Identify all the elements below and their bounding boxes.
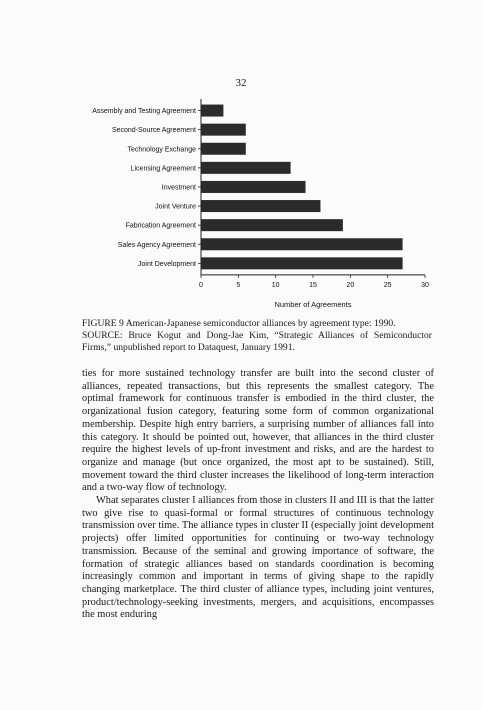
category-label: Sales Agency Agreement	[117, 241, 196, 249]
category-label: Joint Venture	[155, 203, 196, 211]
x-tick-label: 30	[421, 281, 429, 289]
category-label: Technology Exchange	[127, 146, 196, 154]
category-label: Joint Development	[138, 260, 196, 268]
figure-caption-title: FIGURE 9 American-Japanese semiconductor alliances by agreement type: 1990.	[82, 318, 396, 329]
figure-caption	[82, 318, 432, 354]
x-tick-label: 0	[199, 281, 203, 289]
category-label: Second-Source Agreement	[111, 127, 196, 135]
paragraph-2: What separates cluster I alliances from those in clusters II and III is that the latter two give rise to quasi-formal or formal structures of continuous technology transmission over time. The alliance types in cluster II (especially joint development projects) offer limited opportunities for continuing or two-way technology transmission. Because of the seminal and growing importance of software, the formation of strategic alliances based on standards coordination is becoming increasingly common and important in terms of giving shape to the rapidly changing marketplace. The third cluster of alliance types, including joint ventures, product/technology-seeking investments, mergers, and acquisitions, encompasses the most enduring	[82, 495, 434, 621]
category-label: Investment	[161, 184, 196, 192]
body-text	[82, 368, 434, 622]
x-tick-label: 15	[309, 281, 317, 289]
bar	[201, 181, 306, 193]
bar	[201, 238, 403, 250]
bar	[201, 257, 403, 269]
figure-caption-source: SOURCE: Bruce Kogut and Dong-Jae Kim, “Strategic Alliances of Semiconductor Firms,” unpublished report to Dataquest, January 1991.	[82, 330, 432, 353]
bar	[201, 219, 343, 231]
x-tick-label: 20	[346, 281, 355, 289]
bar-chart	[0, 0, 482, 310]
bar	[201, 105, 223, 117]
category-label: Assembly and Testing Agreement	[92, 108, 196, 116]
paragraph-1: ties for more sustained technology transfer are built into the second cluster of alliances, repeated transactions, but this represents the smallest category. The optimal framework for continuous transfer is embodied in the third cluster, the organizational fusion category, featuring some form of common organizational membership. Despite high entry barriers, a surprising number of alliances fall into this category. It should be pointed out, however, that alliances in the third cluster require the highest levels of up-front investment and risks, and are the hardest to organize and manage (but once organized, the most apt to be sustained). Still, movement toward the third cluster increases the likelihood of long-term interaction and a two-way flow of technology.	[82, 368, 434, 494]
x-tick-label: 5	[236, 281, 241, 289]
bar	[201, 200, 320, 212]
category-label: Licensing Agreement	[130, 165, 196, 173]
bar	[201, 143, 246, 155]
page-number: 32	[235, 77, 247, 89]
category-label: Fabrication Agreement	[125, 222, 196, 230]
x-tick-label: 25	[383, 281, 392, 289]
bar	[201, 162, 291, 174]
bar	[201, 124, 246, 136]
x-tick-label: 10	[271, 281, 280, 289]
x-axis-label: Number of Agreements	[274, 299, 352, 309]
